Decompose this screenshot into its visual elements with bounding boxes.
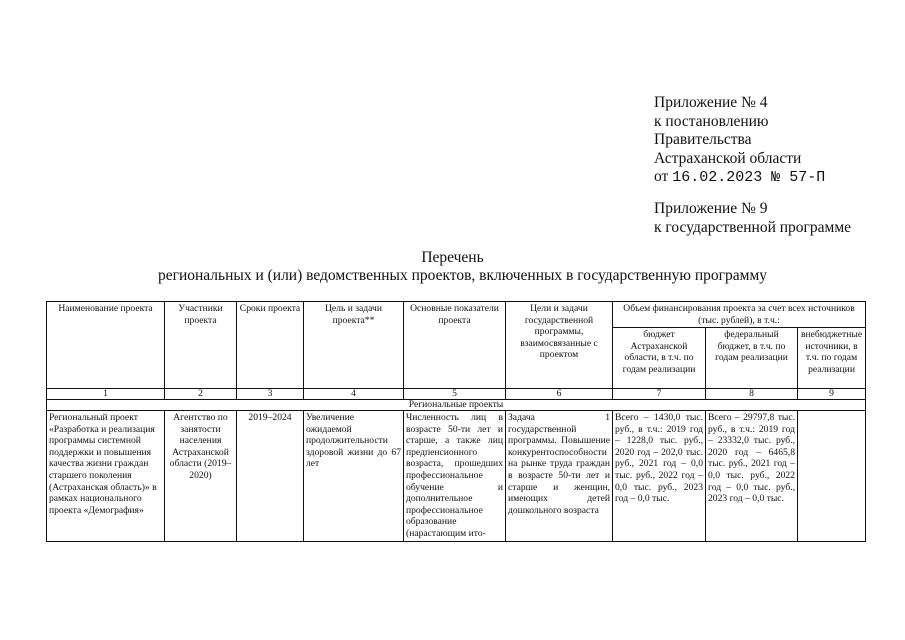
header-goals: Цель и задачи проекта** — [304, 302, 404, 389]
column-numbers-row — [47, 389, 866, 400]
table-row — [47, 411, 866, 542]
header-regional-budget: бюджет Астраханской области, в т.ч. по годам реализации — [613, 328, 706, 389]
cell-federal-budget: Всего – 29797,8 тыс. руб., в т.ч.: 2019 год – 23332,0 тыс. руб., 2020 год – 6465,8 тыс. руб., 2021 год – 0,0 тыс. руб., 2022 год – 0,0 тыс. руб., 2023 год – 0,0 тыс. — [706, 411, 798, 542]
to-program-line: к государственной программе — [654, 218, 852, 236]
column-number: 8 — [706, 389, 798, 400]
column-number: 9 — [798, 389, 866, 400]
cell-extrabudget — [798, 411, 866, 542]
header-project-name: Наименование проекта — [47, 302, 165, 389]
region-line: Астраханской области — [654, 149, 802, 167]
cell-participants: Агентство по занятости населения Астраханской области (2019–2020) — [165, 411, 237, 542]
header-row — [47, 302, 866, 328]
cell-indicators: Численность лиц в возрасте 50-ти лет и старше, а также лиц предпенсионного возраста, прошедших профессиональное обучение и дополнительное профессиональное образование (нарастающим ито- — [404, 411, 506, 542]
section-row — [47, 400, 866, 411]
resolution-date-line — [654, 168, 825, 188]
appendix-number: Приложение № 4 — [654, 94, 768, 111]
cell-project-name: Региональный проект «Разработка и реализация программы системной поддержки и повышения качества жизни граждан старшего поколения (Астраханская область)» в рамках национального проекта «Демография» — [47, 411, 165, 542]
section-title: Региональные проекты — [47, 400, 866, 411]
appendix-to-program-block — [654, 200, 851, 237]
header-extrabudget: внебюджетные источники, в т.ч. по годам реализации — [798, 328, 866, 389]
header-terms: Сроки проекта — [237, 302, 304, 389]
header-federal-budget: федеральный бюджет, в т.ч. по годам реализации — [706, 328, 798, 389]
resolution-date-number: 16.02.2023 № 57-П — [672, 169, 826, 186]
cell-program-goals: Задача 1 государственной программы. Повышение конкурентоспособности на рынке труда граждан в возрасте 50-ти лет и старше и женщин, имеющих детей дошкольного возраста — [506, 411, 613, 542]
heading-subtitle: региональных и (или) ведомственных проектов, включенных в государственную программу — [157, 267, 768, 284]
header-participants: Участники проекта — [165, 302, 237, 389]
date-prefix: от — [654, 168, 669, 185]
appendix-to-resolution-block — [654, 94, 825, 188]
document-heading — [0, 249, 905, 285]
projects-table — [46, 301, 866, 542]
header-program-goals: Цели и задачи государственной программы, взаимосвязанные с проектом — [506, 302, 613, 389]
column-number: 3 — [237, 389, 304, 400]
government-line: Правительства — [654, 131, 752, 148]
column-number: 7 — [613, 389, 706, 400]
header-funding: Объем финансирования проекта за счет всех источников (тыс. рублей), в т.ч.: — [613, 302, 866, 328]
program-appendix-number: Приложение № 9 — [654, 200, 768, 217]
column-number: 4 — [304, 389, 404, 400]
cell-goals: Увеличение ожидаемой продолжительности здоровой жизни до 67 лет — [304, 411, 404, 542]
header-indicators: Основные показатели проекта — [404, 302, 506, 389]
heading-title: Перечень — [421, 249, 484, 266]
to-resolution-line: к постановлению — [654, 112, 769, 130]
column-number: 6 — [506, 389, 613, 400]
column-number: 5 — [404, 389, 506, 400]
cell-regional-budget: Всего – 1430,0 тыс. руб., в т.ч.: 2019 год – 1228,0 тыс. руб., 2020 год – 202,0 тыс. руб., 2021 год – 0,0 тыс. руб., 2022 год – 0,0 тыс. руб., 2023 год – 0,0 тыс. — [613, 411, 706, 542]
column-number: 1 — [47, 389, 165, 400]
cell-terms: 2019–2024 — [237, 411, 304, 542]
column-number: 2 — [165, 389, 237, 400]
